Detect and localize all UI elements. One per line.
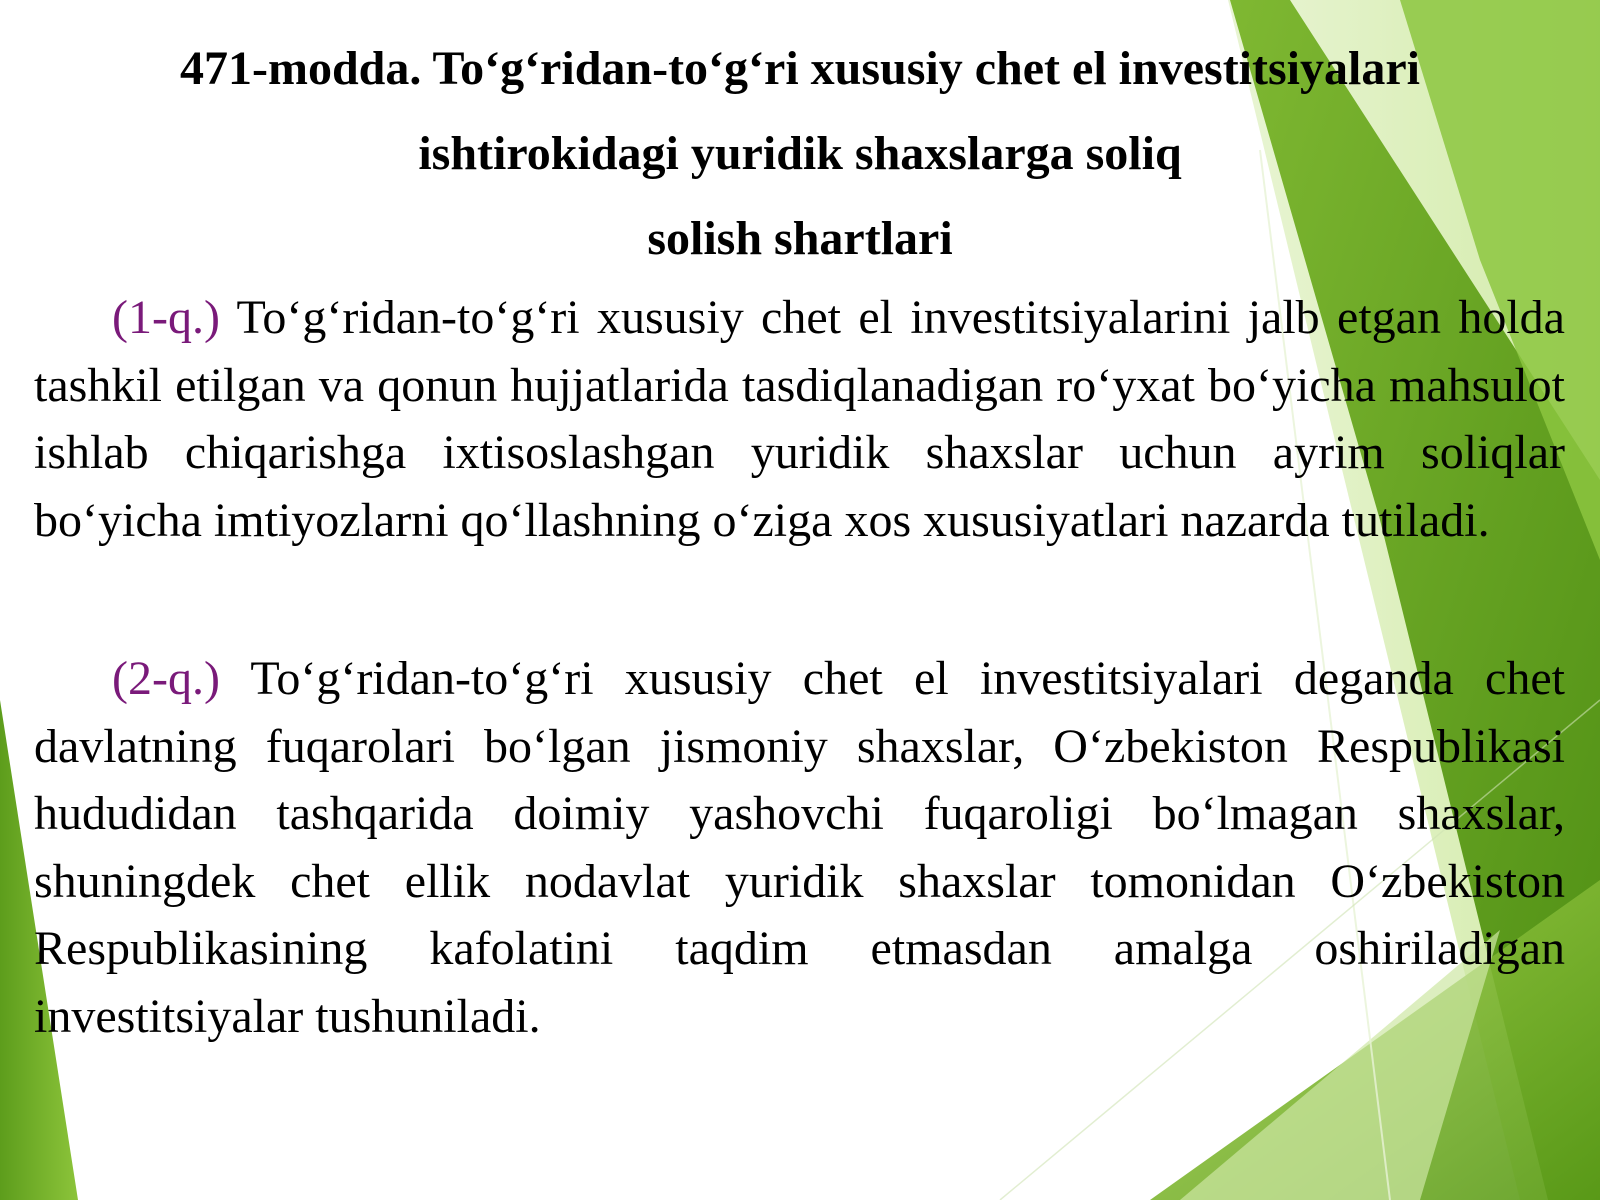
title-line-2: ishtirokidagi yuridik shaxslarga soliq <box>418 127 1182 180</box>
paragraph-text: To‘g‘ridan-to‘g‘ri xususiy chet el investitsiyalari deganda chet davlatning fuqarolari bo‘lgan jismoniy shaxslar, O‘zbekiston Respublikasi hududidan tashqarida doimiy yashovchi fuqaroligi bo‘lmagan shaxslar, shuningdek chet ellik nodavlat yuridik shaxslar tomonidan O‘zbekiston Respublikasining kafolatini taqdim etmasdan amalga oshiriladigan investitsiyalar tushuniladi. <box>34 652 1565 1043</box>
paragraph-1 <box>34 284 1565 554</box>
paragraph-marker: (1-q.) <box>112 291 220 344</box>
paragraph-2 <box>34 645 1565 1050</box>
title-line-1: 471-modda. To‘g‘ridan-to‘g‘ri xususiy chet el investitsiyalari <box>179 42 1420 95</box>
title-line-3: solish shartlari <box>647 212 953 265</box>
paragraph-marker: (2-q.) <box>112 652 220 705</box>
article-title <box>34 26 1566 281</box>
paragraph-text: To‘g‘ridan-to‘g‘ri xususiy chet el investitsiyalarini jalb etgan holda tashkil etilgan va qonun hujjatlarida tasdiqlanadigan ro‘yxat bo‘yicha mahsulot ishlab chiqarishga ixtisoslashgan yuridik shaxslar uchun ayrim soliqlar bo‘yicha imtiyozlarni qo‘llashning o‘ziga xos xususiyatlari nazarda tutiladi. <box>34 291 1565 547</box>
